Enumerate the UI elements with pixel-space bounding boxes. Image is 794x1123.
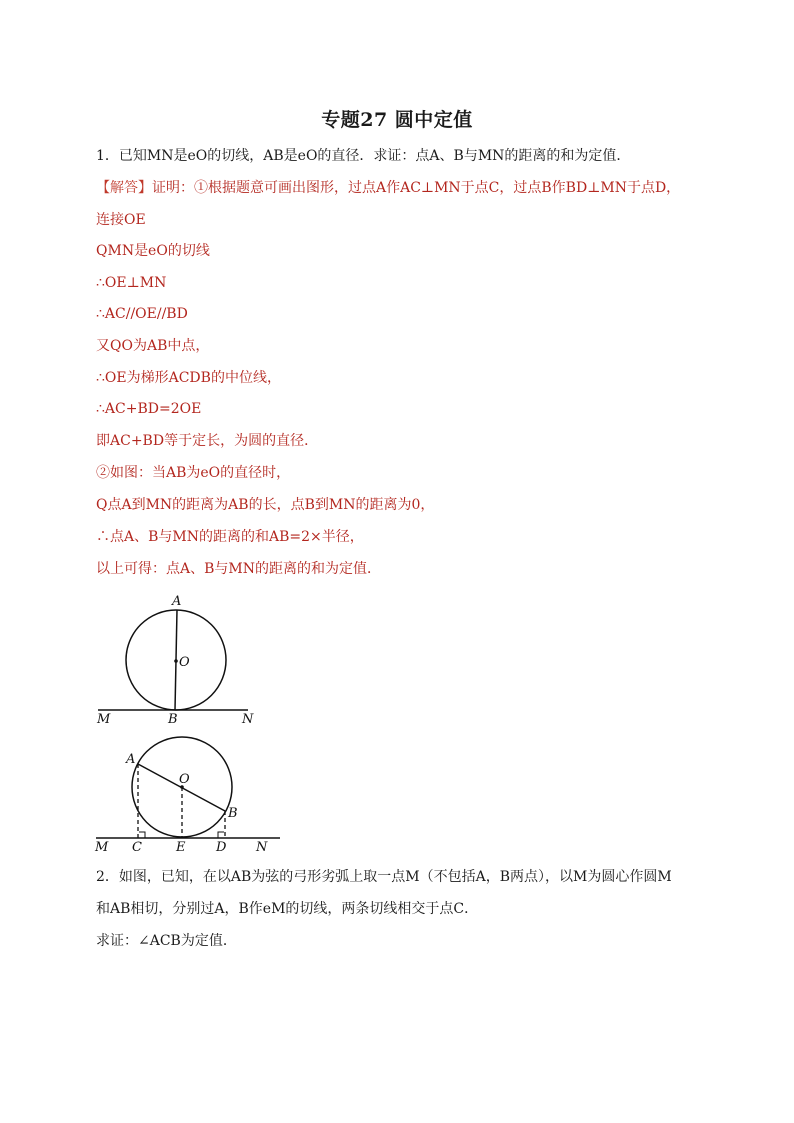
center-point-o	[174, 659, 178, 663]
label-c: C	[132, 840, 142, 855]
label-n: N	[256, 840, 268, 855]
label-m: M	[95, 840, 109, 855]
label-d: D	[216, 840, 227, 855]
answer-line: 连接OE	[96, 212, 146, 228]
label-n: N	[242, 712, 254, 727]
answer-line: ②如图：当AB为eO的直径时，	[96, 465, 291, 481]
answer-line: ∴OE⊥MN	[96, 275, 167, 291]
answer-line: ∴OE为梯形ACDB的中位线，	[96, 370, 281, 386]
figure-2-diagram	[90, 735, 290, 860]
label-a: A	[172, 594, 182, 609]
answer-line: 又QO为AB中点，	[96, 338, 210, 354]
answer-line: Q点A到MN的距离为AB的长，点B到MN的距离为0，	[96, 497, 435, 513]
label-a: A	[126, 752, 136, 767]
answer-tag: 【解答】	[96, 180, 152, 196]
problem2-line3: 求证：∠ACB为定值．	[96, 933, 237, 949]
problem2-line2: 和AB相切，分别过A，B作eM的切线，两条切线相交于点C．	[96, 901, 479, 917]
label-e: E	[176, 840, 186, 855]
answer-first-text: 证明：①根据题意可画出图形，过点A作AC⊥MN于点C，过点B作BD⊥MN于点D，	[152, 180, 681, 196]
label-o: O	[179, 655, 190, 670]
page-title: 专题27 圆中定值	[321, 109, 473, 131]
label-b: B	[168, 712, 178, 727]
figure-1-diagram	[90, 590, 270, 730]
problem2-line1: 2．如图，已知，在以AB为弦的弓形劣弧上取一点M（不包括A，B两点），以M为圆心作圆M	[96, 869, 672, 885]
label-m: M	[97, 712, 111, 727]
right-angle-mark-c	[139, 832, 145, 838]
answer-line: ∴点A、B与MN的距离的和AB=2×半径，	[96, 529, 364, 545]
label-b: B	[228, 806, 238, 821]
label-o: O	[179, 772, 190, 787]
problem1-stem: 1．已知MN是eO的切线，AB是eO的直径．求证：点A、B与MN的距离的和为定值．	[96, 148, 631, 164]
answer-line: 以上可得：点A、B与MN的距离的和为定值．	[96, 561, 381, 577]
answer-line: 即AC+BD等于定长，为圆的直径．	[96, 433, 319, 449]
right-angle-mark-d	[218, 832, 224, 838]
answer-line: ∴AC//OE//BD	[96, 306, 188, 322]
answer-line: ∴AC+BD=2OE	[96, 401, 202, 417]
problem1-answer-first-line	[96, 178, 680, 198]
answer-line: QMN是eO的切线	[96, 243, 210, 259]
